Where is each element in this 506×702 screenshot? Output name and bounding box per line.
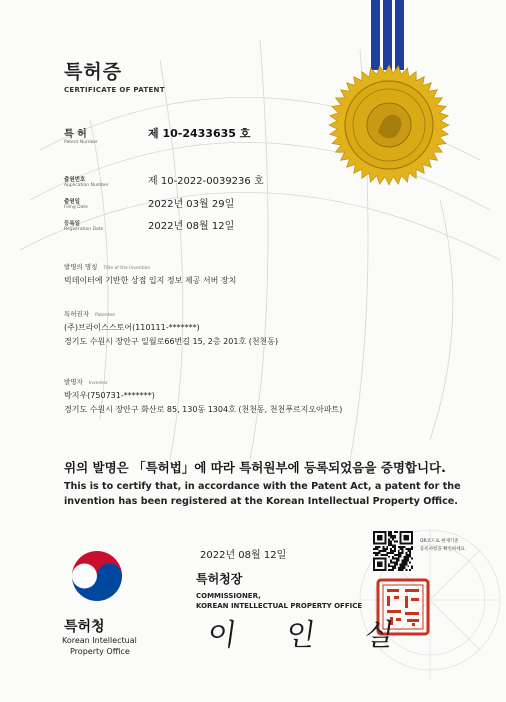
application-number-value: 제 10-2022-0039236 호 [148,176,264,187]
commissioner-title-en-line2: KOREAN INTELLECTUAL PROPERTY OFFICE [196,602,363,610]
qr-code [373,531,413,571]
certification-statement-en-line1: This is to certify that, in accordance with the Patent Act, a patent for the [64,481,461,492]
ribbon-right [395,0,404,70]
title-english: CERTIFICATE OF PATENT [64,86,165,94]
registration-date-label-en: Registration Date [64,227,104,232]
patentee-label [64,309,115,318]
certification-statement-ko: 위의 발명은 「특허법」에 따라 특허원부에 등록되었음을 증명합니다. [64,460,446,475]
patent-number-value: 제 10-2433635 호 [148,127,251,140]
patentee-label-ko: 특허권자 [64,310,90,318]
patentee-address: 경기도 수원시 장안구 일월로66번길 15, 2층 201호 (천천동) [64,337,279,346]
filing-date-value: 2022년 03월 29일 [148,199,235,210]
inventor-label-en: Inventor [88,381,108,386]
invention-title-label [64,262,150,271]
filing-date-label: 출원일 [64,199,80,205]
issue-date: 2022년 08월 12일 [200,550,287,561]
filing-date-label-en: Filing Date [64,205,88,210]
ribbon-left [371,0,380,70]
application-number-label: 출원번호 [64,177,86,183]
invention-title-value: 빅데이터에 기반한 상점 입지 정보 제공 서버 장치 [64,276,237,285]
certification-statement-en-line2: invention has been registered at the Korean Intellectual Property Office. [64,496,458,507]
invention-title-label-en: Title of the Invention [103,266,151,271]
qr-note-line2: 등록사항을 확인하세요 [420,547,465,552]
invention-title-label-ko: 발명의 명칭 [64,263,98,271]
inventor-name: 박지우(750731-*******) [64,391,155,400]
ribbon-center [383,0,392,70]
office-name-en-line1: Korean Intellectual [62,636,137,645]
inventor-address: 경기도 수원시 장안구 화산로 85, 130동 1304호 (천천동, 천천푸르지오아파트) [64,405,343,414]
title-korean: 특허증 [64,61,123,83]
inventor-label-ko: 발명자 [64,378,83,386]
commissioner-title-ko: 특허청장 [196,572,243,586]
patent-number-label-en: Patent Number [64,140,98,145]
application-number-label-en: Application Number [64,183,109,188]
inventor-label [64,377,108,386]
patentee-name: (주)브라이스스토어(110111-*******) [64,323,200,332]
taegeuk-emblem-icon [66,542,128,606]
qr-note-line1: QR코드로 현재기준 [420,539,459,544]
office-name-en-line2: Property Office [70,647,130,656]
registration-date-value: 2022년 08월 12일 [148,221,235,232]
commissioner-signature: 이 인 실 [205,618,416,653]
registration-date-label: 등록일 [64,221,80,227]
patentee-label-en: Patentee [95,313,116,318]
gold-seal [326,62,452,188]
patent-number-label: 특 허 [64,129,87,140]
office-name-ko: 특허청 [64,619,105,635]
commissioner-title-en-line1: COMMISSIONER, [196,592,261,600]
